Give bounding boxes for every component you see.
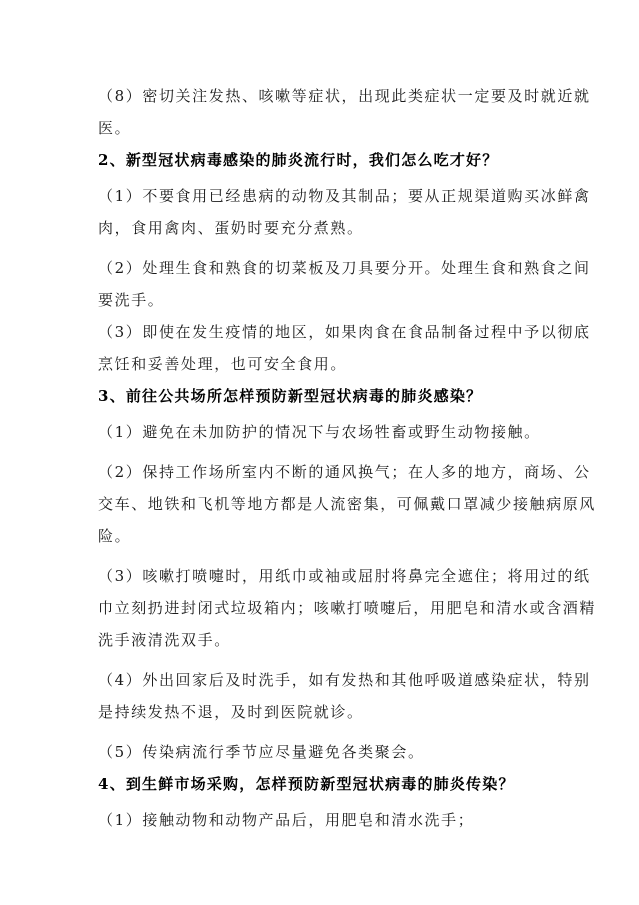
- section-heading: 3、前往公共场所怎样预防新型冠状病毒的肺炎感染？: [98, 387, 483, 405]
- paragraph-line: （4）外出回家后及时洗手，如有发热和其他呼吸道感染症状，特别: [98, 671, 591, 689]
- section-heading: 4、到生鲜市场采购，怎样预防新型冠状病毒的肺炎传染？: [98, 775, 515, 793]
- paragraph-line: 洗手液清洗双手。: [98, 631, 231, 649]
- paragraph-line: 是持续发热不退，及时到医院就诊。: [98, 703, 364, 721]
- paragraph-line: （3）即使在发生疫情的地区，如果肉食在食品制备过程中予以彻底: [98, 323, 591, 341]
- paragraph-line: （3）咳嗽打喷嚏时，用纸巾或袖或屈肘将鼻完全遮住；将用过的纸: [98, 567, 591, 585]
- paragraph-line: 烹饪和妥善处理，也可安全食用。: [98, 355, 348, 373]
- paragraph-line: 肉，食用禽肉、蛋奶时要充分煮熟。: [98, 219, 364, 237]
- paragraph-line: （2）处理生食和熟食的切菜板及刀具要分开。处理生食和熟食之间: [98, 259, 591, 277]
- paragraph-line: （5）传染病流行季节应尽量避免各类聚会。: [98, 743, 425, 761]
- paragraph-line: 医。: [98, 119, 132, 137]
- paragraph-line: 要洗手。: [98, 291, 165, 309]
- paragraph-line: 险。: [98, 527, 132, 545]
- paragraph-line: （1）接触动物和动物产品后，用肥皂和清水洗手；: [98, 811, 475, 829]
- paragraph-line: （1）避免在未加防护的情况下与农场牲畜或野生动物接触。: [98, 423, 541, 441]
- paragraph-line: 巾立刻扔进封闭式垃圾箱内；咳嗽打喷嚏后，用肥皂和清水或含酒精: [98, 599, 597, 617]
- paragraph-line: （2）保持工作场所室内不断的通风换气；在人多的地方，商场、公: [98, 463, 591, 481]
- paragraph-line: 交车、地铁和飞机等地方都是人流密集，可佩戴口罩减少接触病原风: [98, 495, 597, 513]
- paragraph-line: （8）密切关注发热、咳嗽等症状，出现此类症状一定要及时就近就: [98, 87, 591, 105]
- paragraph-line: （1）不要食用已经患病的动物及其制品；要从正规渠道购买冰鲜禽: [98, 187, 591, 205]
- section-heading: 2、新型冠状病毒感染的肺炎流行时，我们怎么吃才好？: [98, 151, 499, 169]
